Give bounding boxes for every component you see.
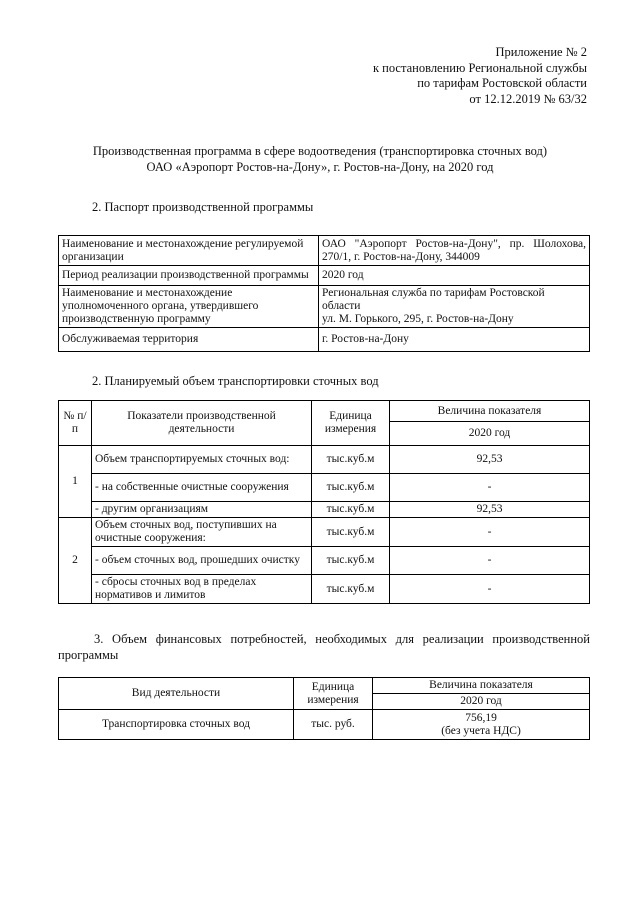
row-name: Объем транспортируемых сточных вод: bbox=[92, 446, 312, 474]
row-value: 92,53 bbox=[390, 446, 590, 474]
appendix-line-3: по тарифам Ростовской области bbox=[417, 76, 587, 90]
row-unit: тыс.куб.м bbox=[312, 518, 390, 547]
header-value: Величина показателя bbox=[373, 678, 590, 694]
passport-value: 2020 год bbox=[319, 266, 590, 286]
header-row bbox=[59, 678, 590, 694]
row-value: - bbox=[390, 474, 590, 502]
table-row bbox=[59, 502, 590, 518]
row-unit: тыс.куб.м bbox=[312, 474, 390, 502]
row-name: - сбросы сточных вод в пределах нормативов и лимитов bbox=[92, 575, 312, 604]
document-title bbox=[40, 143, 600, 175]
header-num: № п/п bbox=[59, 401, 92, 446]
header-activity: Вид деятельности bbox=[59, 678, 294, 710]
row-value: - bbox=[390, 547, 590, 575]
row-unit: тыс. руб. bbox=[294, 710, 373, 740]
row-value: 92,53 bbox=[390, 502, 590, 518]
row-unit: тыс.куб.м bbox=[312, 446, 390, 474]
table-row bbox=[59, 236, 590, 266]
table-row bbox=[59, 474, 590, 502]
row-num: 1 bbox=[59, 446, 92, 518]
table-row bbox=[59, 710, 590, 740]
appendix-line-1: Приложение № 2 bbox=[495, 45, 587, 59]
appendix-line-2: к постановлению Региональной службы bbox=[372, 60, 587, 75]
table-row bbox=[59, 286, 590, 328]
finance-table bbox=[58, 677, 590, 740]
passport-label: Наименование и местонахождение уполномоченного органа, утвердившего производственную программу bbox=[59, 286, 319, 328]
passport-value-line: Региональная служба по тарифам Ростовской области bbox=[322, 287, 545, 312]
row-num: 2 bbox=[59, 518, 92, 604]
passport-label: Обслуживаемая территория bbox=[59, 328, 319, 352]
header-year: 2020 год bbox=[390, 422, 590, 446]
table-row bbox=[59, 266, 590, 286]
header-unit: Единица измерения bbox=[294, 678, 373, 710]
row-value-line: 756,19 bbox=[465, 711, 497, 724]
header-unit: Единица измерения bbox=[312, 401, 390, 446]
passport-value bbox=[319, 286, 590, 328]
row-name: - другим организациям bbox=[92, 502, 312, 518]
passport-label: Период реализации производственной программы bbox=[59, 266, 319, 286]
row-name: - на собственные очистные сооружения bbox=[92, 474, 312, 502]
table-row bbox=[59, 328, 590, 352]
row-unit: тыс.куб.м bbox=[312, 547, 390, 575]
header-year: 2020 год bbox=[373, 694, 590, 710]
header-value: Величина показателя bbox=[390, 401, 590, 422]
finance-heading: 3. Объем финансовых потребностей, необходимых для реализации производственной программы bbox=[58, 632, 590, 662]
row-value bbox=[373, 710, 590, 740]
row-value: - bbox=[390, 575, 590, 604]
table-row bbox=[59, 518, 590, 547]
table-row bbox=[59, 446, 590, 474]
row-value: - bbox=[390, 518, 590, 547]
row-value-line: (без учета НДС) bbox=[441, 724, 521, 737]
section-2-heading: 2. Паспорт производственной программы bbox=[92, 200, 314, 214]
passport-value: ОАО "Аэропорт Ростов-на-Дону", пр. Шолохова, 270/1, г. Ростов-на-Дону, 344009 bbox=[319, 236, 590, 266]
volume-caption: 2. Планируемый объем транспортировки сточных вод bbox=[92, 374, 379, 388]
title-line-1: Производственная программа в сфере водоотведения (транспортировка сточных вод) bbox=[92, 144, 548, 158]
passport-value-line: ул. М. Горького, 295, г. Ростов-на-Дону bbox=[322, 313, 514, 325]
appendix-line-4: от 12.12.2019 № 63/32 bbox=[469, 91, 587, 106]
header-row bbox=[59, 401, 590, 422]
row-activity: Транспортировка сточных вод bbox=[59, 710, 294, 740]
passport-table bbox=[58, 235, 590, 352]
passport-label: Наименование и местонахождение регулируемой организации bbox=[59, 236, 319, 266]
header-indicator: Показатели производственной деятельности bbox=[92, 401, 312, 446]
appendix-block bbox=[373, 45, 587, 107]
row-unit: тыс.куб.м bbox=[312, 575, 390, 604]
row-unit: тыс.куб.м bbox=[312, 502, 390, 518]
table-row bbox=[59, 547, 590, 575]
passport-value: г. Ростов-на-Дону bbox=[319, 328, 590, 352]
title-line-2: ОАО «Аэропорт Ростов-на-Дону», г. Ростов-на-Дону, на 2020 год bbox=[146, 160, 494, 174]
row-name: - объем сточных вод, прошедших очистку bbox=[92, 547, 312, 575]
volume-table bbox=[58, 400, 590, 604]
table-row bbox=[59, 575, 590, 604]
row-name: Объем сточных вод, поступивших на очистные сооружения: bbox=[92, 518, 312, 547]
